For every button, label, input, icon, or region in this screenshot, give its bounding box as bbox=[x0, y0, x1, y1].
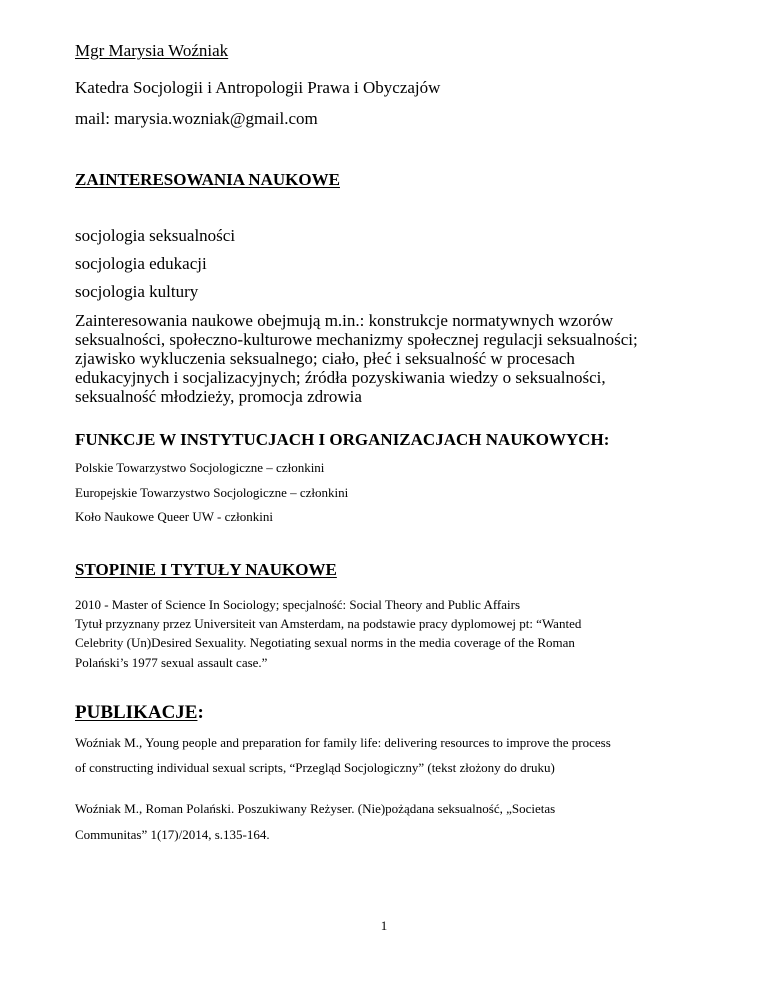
degree-line: Celebrity (Un)Desired Sexuality. Negotiating sexual norms in the media coverage of the Roman bbox=[75, 635, 575, 650]
interest-item: socjologia seksualności bbox=[75, 226, 236, 245]
functions-heading: FUNKCJE W INSTYTUCJACH I ORGANIZACJACH NAUKOWYCH: bbox=[75, 430, 610, 449]
publication-line: Woźniak M., Roman Polański. Poszukiwany Reżyser. (Nie)pożądana seksualność, „Societas bbox=[75, 801, 556, 816]
degrees-heading: STOPINIE I TYTUŁY NAUKOWE bbox=[75, 560, 337, 579]
publication-line: of constructing individual sexual scripts, “Przegląd Socjologiczny” (tekst złożony do druku) bbox=[75, 760, 555, 775]
publication-line: Communitas” 1(17)/2014, s.135-164. bbox=[75, 827, 270, 842]
interests-paragraph-line: Zainteresowania naukowe obejmują m.in.: konstrukcje normatywnych wzorów bbox=[75, 311, 614, 330]
interests-paragraph-line: zjawisko wykluczenia seksualnego; ciało, płeć i seksualność w procesach bbox=[75, 349, 575, 368]
interest-item: socjologia edukacji bbox=[75, 254, 207, 273]
degree-line: 2010 - Master of Science In Sociology; specjalność: Social Theory and Public Affairs bbox=[75, 597, 521, 612]
degree-line: Polański’s 1977 sexual assault case.” bbox=[75, 655, 268, 670]
publications-heading-text: PUBLIKACJE bbox=[75, 702, 198, 723]
publications-heading bbox=[75, 702, 204, 724]
function-item: Polskie Towarzystwo Socjologiczne – członkini bbox=[75, 460, 325, 475]
publication-line: Woźniak M., Young people and preparation for family life: delivering resources to improve the process bbox=[75, 735, 611, 750]
function-item: Europejskie Towarzystwo Socjologiczne – członkini bbox=[75, 485, 349, 500]
publications-heading-colon: : bbox=[197, 702, 204, 723]
page-number: 1 bbox=[380, 918, 388, 933]
interests-paragraph-line: seksualność młodzieży, promocja zdrowia bbox=[75, 387, 362, 406]
degree-line: Tytuł przyznany przez Universiteit van Amsterdam, na podstawie pracy dyplomowej pt: “Wanted bbox=[75, 616, 582, 631]
interests-paragraph-line: edukacyjnych i socjalizacyjnych; źródła pozyskiwania wiedzy o seksualności, bbox=[75, 368, 606, 387]
department-line: Katedra Socjologii i Antropologii Prawa i Obyczajów bbox=[75, 78, 441, 97]
interests-heading: ZAINTERESOWANIA NAUKOWE bbox=[75, 170, 340, 189]
interest-item: socjologia kultury bbox=[75, 282, 199, 301]
author-name: Mgr Marysia Woźniak bbox=[75, 41, 229, 60]
function-item: Koło Naukowe Queer UW - członkini bbox=[75, 509, 273, 524]
interests-paragraph-line: seksualności, społeczno-kulturowe mechanizmy społecznej regulacji seksualności; bbox=[75, 330, 638, 349]
email-line: mail: marysia.wozniak@gmail.com bbox=[75, 109, 318, 128]
